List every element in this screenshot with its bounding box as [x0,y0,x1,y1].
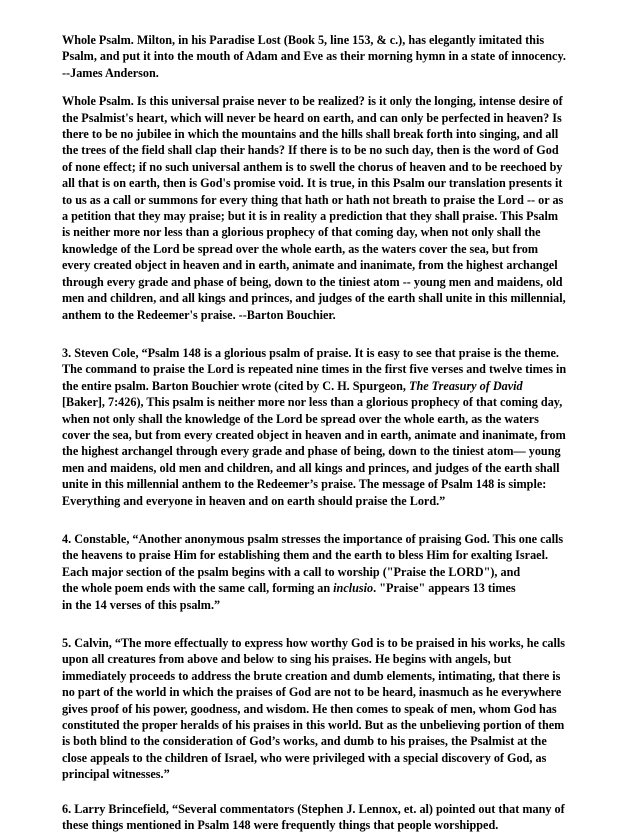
text-line: these things mentioned in Psalm 148 were frequently things that people worshipped. [62,818,499,833]
text-line: is both blind to the consideration of God’s works, and dumb to his praises, the Psalmist at the [62,734,547,749]
text-line: anthem to the Redeemer's praise. --Barton Bouchier. [62,307,336,322]
text-line: there to be no jubilee in which the mountains and the hills shall break forth into singing, and all [62,127,559,142]
paragraph-anderson [62,32,580,81]
paragraph-constable [62,531,580,613]
text-line: immediately proceeds to address the brute creation and dumb elements, intimating, that there is [62,668,561,683]
text-line: is neither more nor less than a glorious prophecy of that coming day, when not only shall the [62,225,541,240]
text-line: men and maidens, old men and children, and all kings and princes, and judges of the earth shall [62,460,560,475]
text-line: Everything and everyone in heaven and on earth should praise the Lord.” [62,493,446,508]
text-line: principal witnesses.” [62,767,170,782]
text-line: the Psalmist's heart, which will never be heard on earth, and can only be perfected in heaven? Is [62,110,562,125]
text-line: when not only shall the knowledge of the Lord be spread over the whole earth, as the waters [62,411,539,426]
text-line: through every grade and phase of being, down to the tiniest atom -- young men and maidens, old [62,274,563,289]
paragraph-steven-cole [62,345,580,509]
italic-term: inclusio [333,581,374,596]
text-line: all that is on earth, then is God's promise void. It is true, in this Psalm our translation presents it [62,176,563,191]
text-line: the highest archangel through every grade and phase of being, down to the tiniest atom— young [62,444,561,459]
text-line: close appeals to the children of Israel, who were privileged with a special discovery of God, as [62,750,547,765]
text-line: 4. Constable, “Another anonymous psalm stresses the importance of praising God. This one calls [62,531,564,546]
text-line: [Baker], 7:426), This psalm is neither more nor less than a glorious prophecy of that coming day, [62,395,563,410]
paragraph-calvin [62,635,580,783]
text-line: no part of the world in which the praises of God are not to be heard, inasmuch as he everywhere [62,685,562,700]
text-line: The command to praise the Lord is repeated nine times in the first five verses and twelve times in [62,362,567,377]
text-line: Psalm, and put it into the mouth of Adam and Eve as their morning hymn in a state of innocency. [62,49,566,64]
paragraph-bouchier [62,93,580,323]
text-line: of none effect; if no such universal anthem is to swell the chorus of heaven and to be reechoed by [62,159,563,174]
text-line: the heavens to praise Him for establishing them and the earth to bless Him for exalting Israel. [62,548,549,563]
text-line: 3. Steven Cole, “Psalm 148 is a glorious psalm of praise. It is easy to see that praise is the theme. [62,345,559,360]
text-segment: . "Praise" appears 13 times [373,581,516,596]
text-line: the trees of the field shall clap their hands? If there is to be no such day, then is the word of God [62,143,559,158]
text-line: 6. Larry Brincefield, “Several commentators (Stephen J. Lennox, et. al) pointed out that many of [62,801,565,816]
text-line: constituted the proper heralds of his praises in this world. But as the unbelieving portion of them [62,718,565,733]
paragraph-brincefield [62,801,580,833]
text-line: knowledge of the Lord be spread over the whole earth, as the waters cover the sea, but from [62,241,539,256]
text-line: a petition that they may praise; but it is in reality a prediction that they shall praise. This Psalm [62,209,558,224]
text-segment: the whole poem ends with the same call, forming an [62,581,334,596]
text-line [62,580,580,596]
text-line: unite in this millennial anthem to the Redeemer’s praise. The message of Psalm 148 is simple: [62,477,547,492]
text-segment: the entire psalm. Barton Bouchier wrote (cited by C. H. Spurgeon, [62,378,409,393]
text-line: gives proof of his power, goodness, and wisdom. He then comes to speak of men, whom God has [62,701,557,716]
text-line: 5. Calvin, “The more effectually to express how worthy God is to be praised in his works, he calls [62,636,565,650]
text-line: cover the sea, but from every created object in heaven and in earth, animate and inanimate, from [62,427,566,442]
text-line: every created object in heaven and in earth, animate and inanimate, from the highest archangel [62,258,558,273]
text-line: in the 14 verses of this psalm.” [62,597,221,612]
text-line [62,378,580,394]
text-line: --James Anderson. [62,65,159,80]
text-line: upon all creatures from above and below to sing his praises. He begins with angels, but [62,652,512,667]
text-line: Whole Psalm. Milton, in his Paradise Lost (Book 5, line 153, & c.), has elegantly imitated this [62,33,545,47]
text-line: Each major section of the psalm begins with a call to worship ("Praise the LORD"), and [62,564,521,579]
text-line: men and children, and all kings and princes, and judges of the earth shall unite in this millennial, [62,291,566,306]
book-title: The Treasury of David [409,378,523,393]
text-line: Whole Psalm. Is this universal praise never to be realized? is it only the longing, intense desire of [62,94,563,109]
text-line: to us as a call or summons for every thing that hath or hath not breath to praise the Lord -- or as [62,192,564,207]
